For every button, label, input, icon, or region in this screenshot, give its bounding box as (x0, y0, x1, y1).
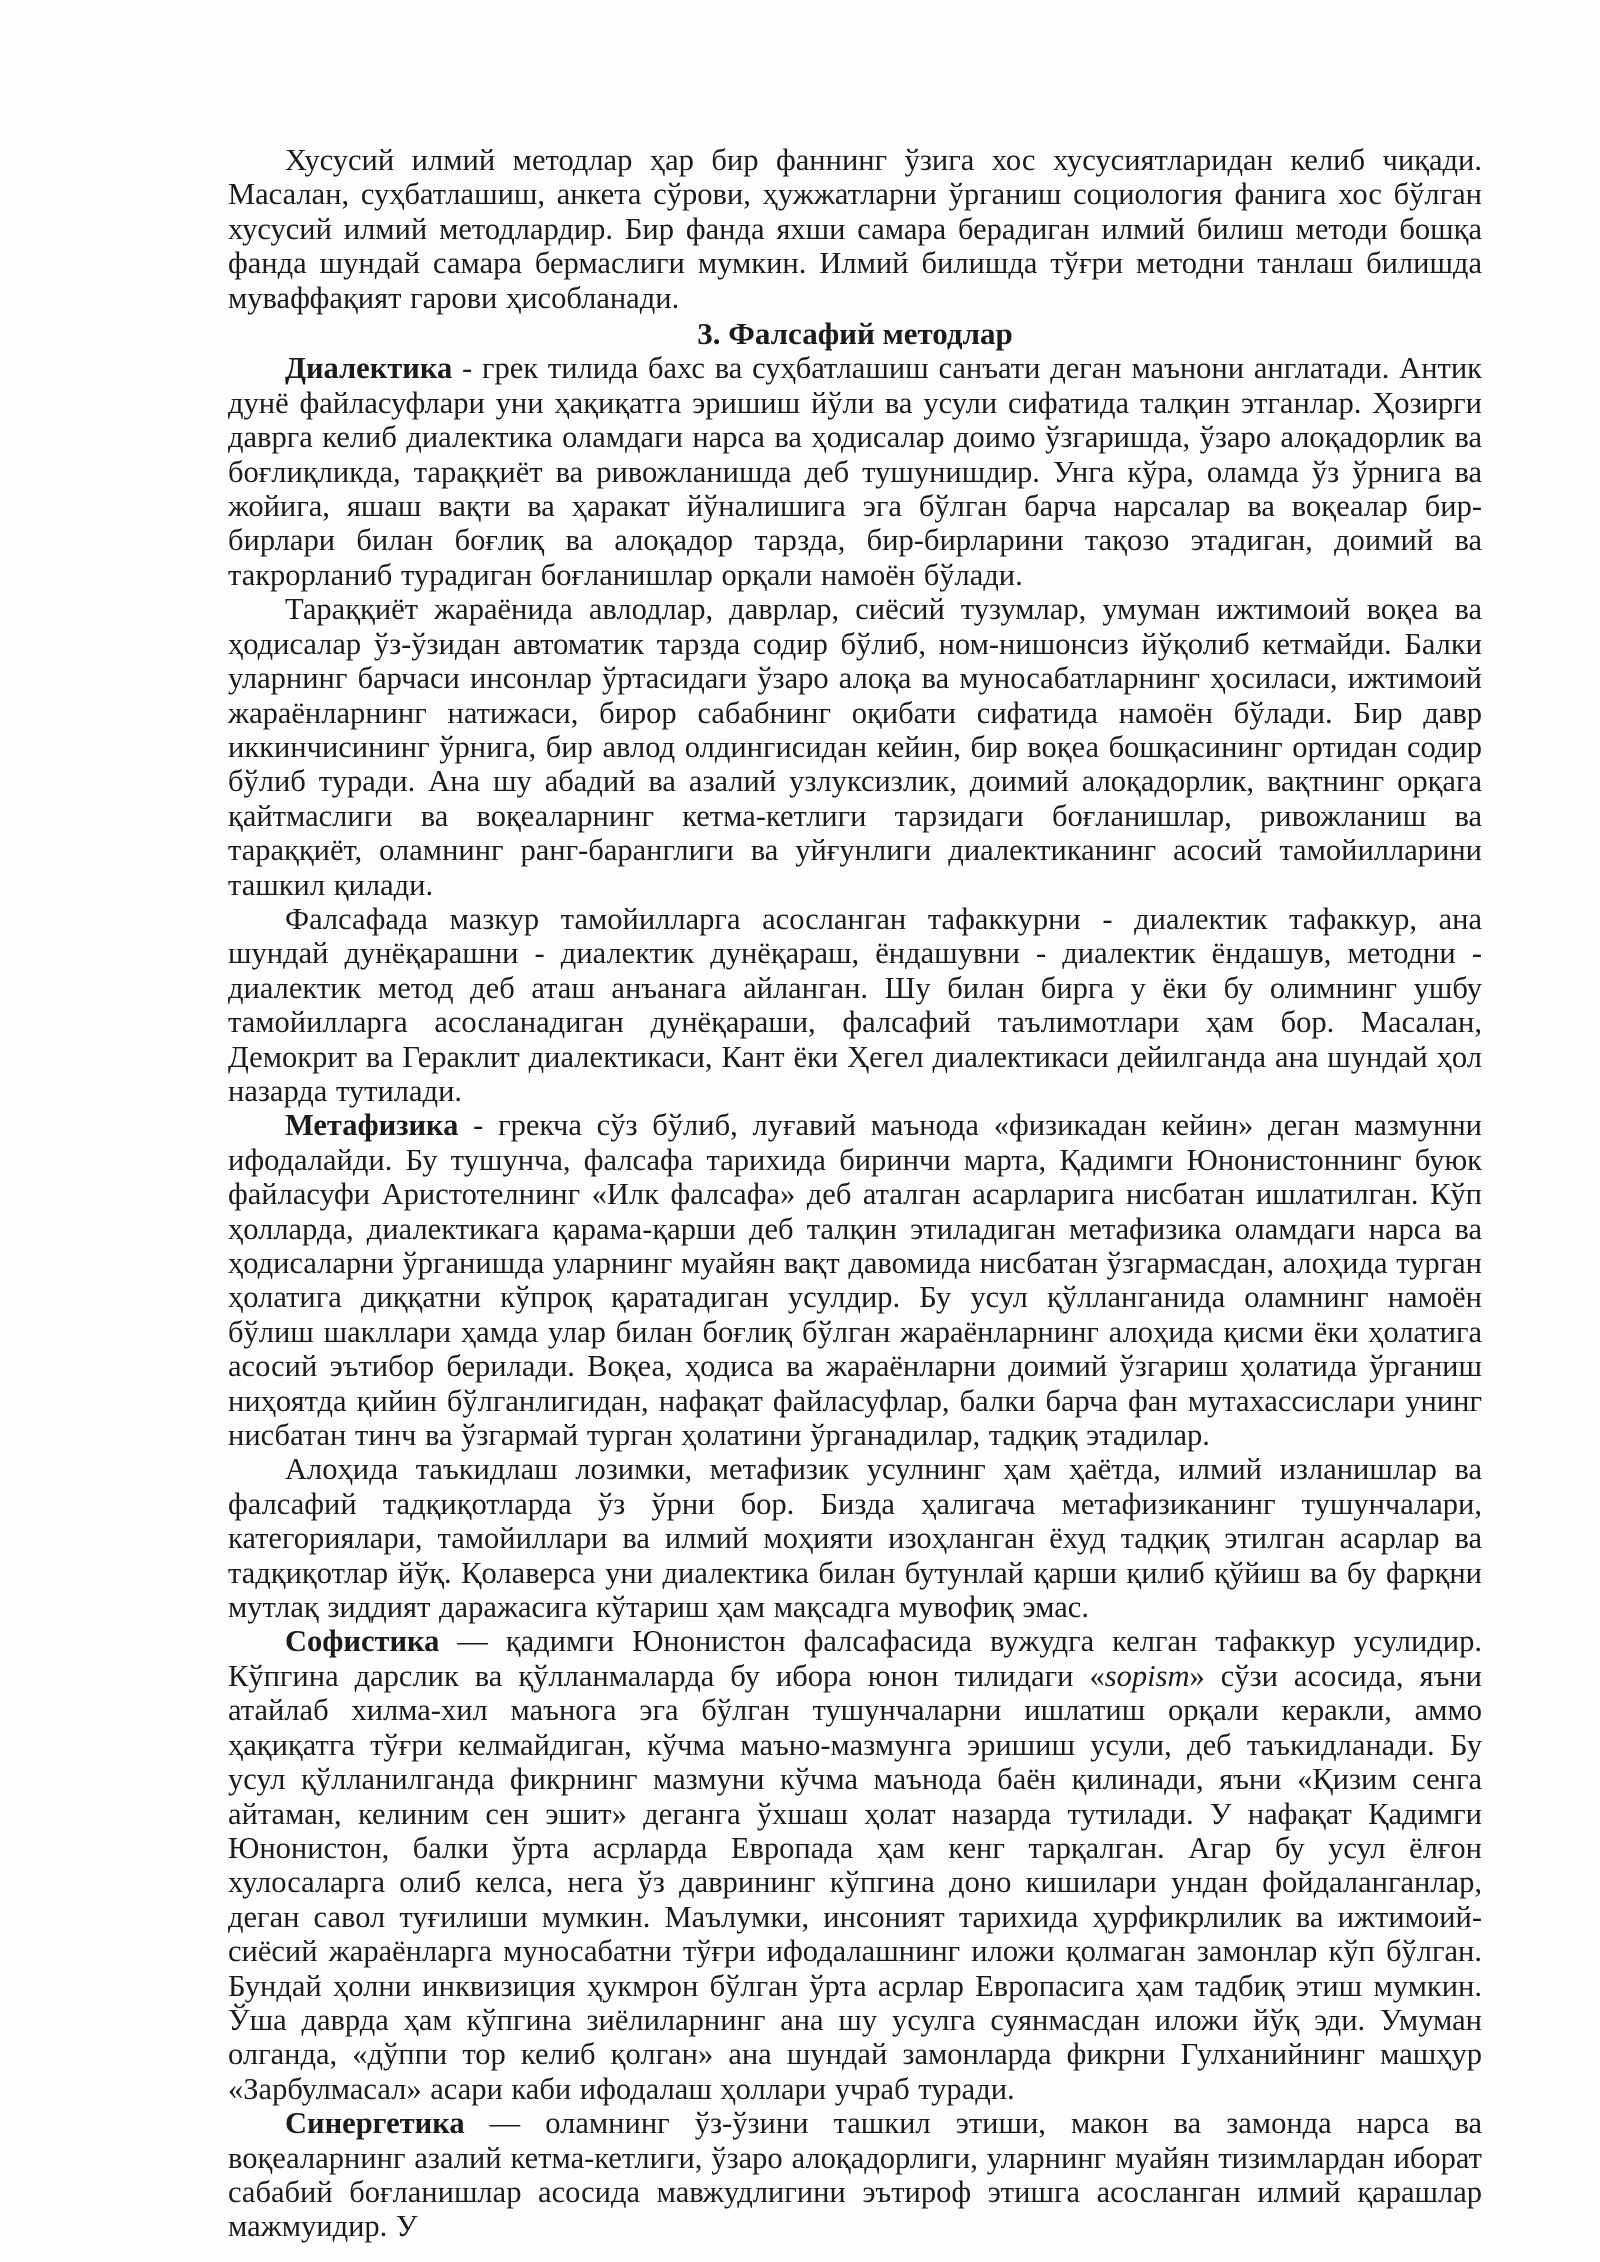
latin-term-sopism: sopism (1104, 1658, 1190, 1693)
paragraph-text: - грекча сўз бўлиб, луғавий маънода «физикадан кейин» деган мазмунни ифодалайди. Бу тушунча, фалсафа тарихида биринчи марта, Қадимги Юнонистоннинг буюк файласуфи Аристотелнинг «Илк фалсафа» деб аталган асарларига нисбатан ишлатилган. Кўп ҳолларда, диалектикага қарама-қарши деб талқин этиладиган метафизика оламдаги нарса ва ҳодисаларни ўрганишда уларнинг муайян вақт давомида нисбатан ўзгармасдан, алоҳида турган ҳолатига диққатни кўпроқ қаратадиган усулдир. Бу усул қўлланганида оламнинг намоён бўлиш шакллари ҳамда улар билан боғлиқ бўлган жараёнларнинг алоҳида қисми ёки ҳолатига асосий эътибор берилади. Воқеа, ҳодиса ва жараёнларни доимий ўзгариш ҳолатида ўрганиш ниҳоятда қийин бўлганлигидан, нафақат файласуфлар, балки барча фан мутахассислари унинг нисбатан тинч ва ўзгармай турган ҳолатини ўрганадилар, тадқиқ этадилар. (228, 1108, 1482, 1453)
paragraph-text: - грек тилида бахс ва суҳбатлашиш санъати деган маънони англатади. Антик дунё файласуфлари уни ҳақиқатга эришиш йўли ва усули сифатида талқин этганлар. Ҳозирги даврга келиб диалектика оламдаги нарса ва ҳодисалар доимо ўзгаришда, ўзаро алоқадорлик ва боғлиқликда, тараққиёт ва ривожланишда деб тушунишдир. Унга кўра, оламда ўз ўрнига ва жойига, яшаш вақти ва ҳаракат йўналишига эга бўлган барча нарсалар ва воқеалар бир-бирлари билан боғлиқ ва алоқадор тарзда, бир-бирларини тақозо этадиган, доимий ва такрорланиб турадиган боғланишлар орқали намоён бўлади. (228, 351, 1482, 592)
paragraph-text: » сўзи асосида, яъни атайлаб хилма-хил маънога эга бўлган тушунчаларни ишлатиш орқали керакли, аммо ҳақиқатга тўғри келмайдиган, кўчма маъно-мазмунга эришиш усули, деб таъкидланади. Бу усул қўлланилганда фикрнинг мазмуни кўчма маънода баён қилинади, яъни «Қизим сенга айтаман, келиним сен эшит» деганга ўхшаш ҳолат назарда тутилади. У нафақат Қадимги Юнонистон, балки ўрта асрларда Европада ҳам кенг тарқалган. Агар бу усул ёлғон хулосаларга олиб келса, нега ўз даврининг кўпгина доно кишилари ундан фойдаланганлар, деган савол туғилиши мумкин. Маълумки, инсоният тарихида ҳурфикрлилик ва ижтимоий-сиёсий жараёнларга муносабатни тўғри ифодалашнинг иложи қолмаган замонлар кўп бўлган. Бундай ҳолни инквизиция ҳукмрон бўлган ўрта асрлар Европасига ҳам тадбиқ этиш мумкин. Ўша даврда ҳам кўпгина зиёлиларнинг ана шу усулга суянмасдан иложи йўқ эди. Умуман олганда, «дўппи тор келиб қолган» ана шундай замонларда фикрни Гулханийнинг машҳур «Зарбулмасал» асари каби ифодалаш ҳоллари учраб туради. (228, 1658, 1482, 2106)
paragraph-philosophy-principles (228, 902, 1482, 1108)
term-dialectics: Диалектика (285, 351, 453, 386)
term-sophistry: Софистика (285, 1624, 440, 1659)
paragraph-text: — қадимги Юнонистон фалсафасида вужудга келган тафаккур усулидир. Кўпгина дарслик ва қўлланмаларда бу ибора юнон тилидаги « (228, 1624, 1482, 1693)
paragraph-text: Тараққиёт жараёнида авлодлар, даврлар, сиёсий тузумлар, умуман ижтимоий воқеа ва ҳодисалар ўз-ўзидан автоматик тарзда содир бўлиб, ном-нишонсиз йўқолиб кетмайди. Балки уларнинг барчаси инсонлар ўртасидаги ўзаро алоқа ва муносабатларнинг ҳосиласи, ижтимоий жараёнларнинг натижаси, бирор сабабнинг оқибати сифатида намоён бўлади. Бир давр иккинчисининг ўрнига, бир авлод олдингисидан кейин, бир воқеа бошқасининг ортидан содир бўлиб туради. Ана шу абадий ва азалий узлуксизлик, доимий алоқадорлик, вақтнинг орқага қайтмаслиги ва воқеаларнинг кетма-кетлиги тарзидаги боғланишлар, ривожланиш ва тараққиёт, оламнинг ранг-баранглиги ва уйғунлиги диалектиканинг асосий тамойилларини ташкил қилади. (228, 592, 1482, 902)
paragraph-dialectics (228, 351, 1482, 592)
section-heading: 3. Фалсафий методлар (697, 316, 1013, 352)
text-column (228, 143, 1482, 2244)
paragraph-text: Алоҳида таъкидлаш лозимки, метафизик усулнинг ҳам ҳаётда, илмий изланишлар ва фалсафий тадқиқотларда ўз ўрни бор. Бизда ҳалигача метафизиканинг тушунчалари, категориялари, тамойиллари ва илмий моҳияти изоҳланган ёхуд тадқиқ этилган асарлар ва тадқиқотлар йўқ. Қолаверса уни диалектика билан бутунлай қарши қилиб қўйиш ва бу фарқни мутлақ зиддият даражасига кўтариш ҳам мақсадга мувофиқ эмас. (228, 1452, 1482, 1625)
paragraph-development (228, 592, 1482, 902)
paragraph-text: — оламнинг ўз-ўзини ташкил этиши, макон ва замонда нарса ва воқеаларнинг азалий кетма-кетлиги, ўзаро алоқадорлиги, уларнинг муайян тизимлардан иборат сабабий боғланишлар асосида мавжудлигини эътироф этишга асосланган илмий қарашлар мажмуидир. У (228, 2106, 1482, 2244)
paragraph-intro (228, 143, 1482, 315)
paragraph-text: Хусусий илмий методлар ҳар бир фаннинг ўзига хос хусусиятларидан келиб чиқади. Масалан, суҳбатлашиш, анкета сўрови, ҳужжатларни ўрганиш социология фанига хос бўлган хусусий илмий методлардир. Бир фанда яхши самара берадиган илмий билиш методи бошқа фанда шундай самара бермаслиги мумкин. Илмий билишда тўғри методни танлаш билишда муваффақият гарови ҳисобланади. (228, 143, 1482, 315)
term-synergetics: Синергетика (285, 2106, 465, 2141)
paragraph-metaphysics (228, 1108, 1482, 1452)
paragraph-metaphysics-note (228, 1452, 1482, 1624)
paragraph-sophistry (228, 1624, 1482, 2106)
paragraph-synergetics (228, 2106, 1482, 2244)
paragraph-text: Фалсафада мазкур тамойилларга асосланган тафаккурни - диалектик тафаккур, ана шундай дунёқарашни - диалектик дунёқараш, ёндашувни - диалектик ёндашув, методни - диалектик метод деб аташ анъанага айланган. Шу билан бирга у ёки бу олимнинг ушбу тамойилларга асосланадиган дунёқараши, фалсафий таълимотлари ҳам бор. Масалан, Демокрит ва Гераклит диалектикаси, Кант ёки Ҳегел диалектикаси дейилганда ана шундай ҳол назарда тутилади. (228, 901, 1482, 1108)
term-metaphysics: Метафизика (285, 1108, 459, 1143)
